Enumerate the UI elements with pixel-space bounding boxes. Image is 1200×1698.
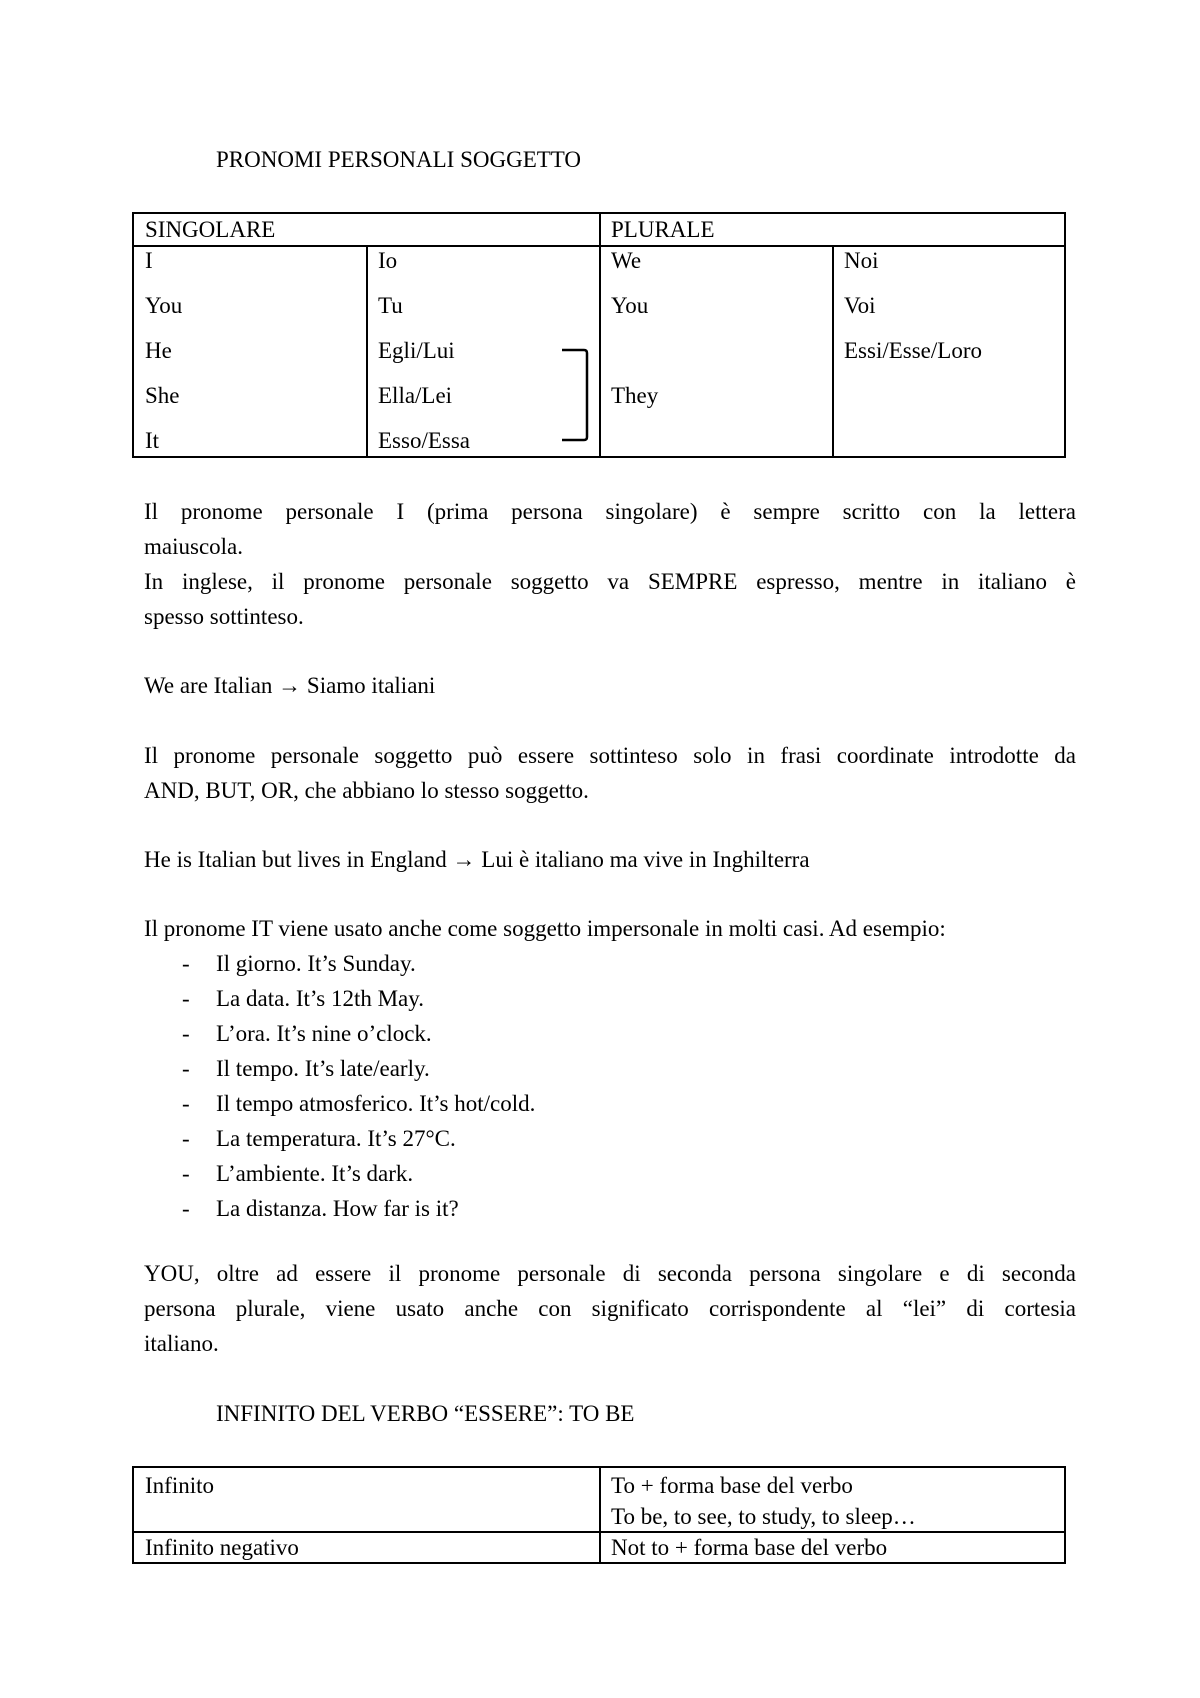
page-title: PRONOMI PERSONALI SOGGETTO [216,147,582,172]
list-item-text: La temperatura. It’s 27°C. [216,1126,456,1151]
paragraph-line: Il pronome personale soggetto può essere sottinteso solo in frasi coordinate introdotte da [144,743,1076,768]
dash-bullet: - [182,1126,190,1151]
infinitive-table [132,1466,1066,1564]
table-cell: He [145,338,172,363]
list-item-text: La data. It’s 12th May. [216,986,425,1011]
table-cell: We [611,248,642,273]
paragraph-line: In inglese, il pronome personale soggetto va SEMPRE espresso, mentre in italiano è [144,569,1076,594]
example-sentence: He is Italian but lives in England → Lui è italiano ma vive in Inghilterra [144,847,810,872]
table-cell: Tu [378,293,403,318]
paragraph-line: persona plurale, viene usato anche con significato corrispondente al “lei” di cortesia [144,1296,1076,1321]
dash-bullet: - [182,986,190,1011]
table-divider [832,245,834,456]
header-singular: SINGOLARE [145,217,276,242]
table-cell: She [145,383,180,408]
dash-bullet: - [182,951,190,976]
paragraph-line: AND, BUT, OR, che abbiano lo stesso soggetto. [144,778,589,803]
table-cell: Voi [844,293,876,318]
paragraph-line: italiano. [144,1331,219,1356]
table-cell: Infinito [145,1473,214,1498]
dash-bullet: - [182,1091,190,1116]
right-bracket-icon [560,348,590,442]
table-divider [599,214,601,456]
table-cell: Esso/Essa [378,428,470,453]
pronoun-table [132,212,1066,458]
table-cell: Io [378,248,398,273]
paragraph-line: maiuscola. [144,534,243,559]
list-item-text: Il tempo atmosferico. It’s hot/cold. [216,1091,536,1116]
paragraph-line: Il pronome IT viene usato anche come soggetto impersonale in molti casi. Ad esempio: [144,916,946,941]
paragraph-line: YOU, oltre ad essere il pronome personale di seconda persona singolare e di seconda [144,1261,1076,1286]
table-cell: Noi [844,248,879,273]
table-cell: It [145,428,160,453]
list-item-text: Il tempo. It’s late/early. [216,1056,430,1081]
dash-bullet: - [182,1021,190,1046]
dash-bullet: - [182,1196,190,1221]
paragraph-line: spesso sottinteso. [144,604,304,629]
dash-bullet: - [182,1161,190,1186]
paragraph-line: Il pronome personale I (prima persona singolare) è sempre scritto con la lettera [144,499,1076,524]
list-item-text: La distanza. How far is it? [216,1196,459,1221]
table-cell: Ella/Lei [378,383,453,408]
table-cell: Infinito negativo [145,1535,299,1560]
table-cell: They [611,383,659,408]
table-cell: You [145,293,183,318]
table-cell: You [611,293,649,318]
table-divider [599,1468,601,1562]
example-sentence: We are Italian → Siamo italiani [144,673,436,698]
table-cell: Not to + forma base del verbo [611,1535,888,1560]
list-item-text: L’ambiente. It’s dark. [216,1161,414,1186]
table-divider [366,245,368,456]
dash-bullet: - [182,1056,190,1081]
header-plural: PLURALE [611,217,715,242]
section-title: INFINITO DEL VERBO “ESSERE”: TO BE [216,1401,635,1426]
table-cell: I [145,248,153,273]
table-cell: To + forma base del verbo [611,1473,853,1498]
table-cell: Essi/Esse/Loro [844,338,982,363]
table-cell: To be, to see, to study, to sleep… [611,1504,916,1529]
list-item-text: Il giorno. It’s Sunday. [216,951,416,976]
list-item-text: L’ora. It’s nine o’clock. [216,1021,432,1046]
table-cell: Egli/Lui [378,338,455,363]
